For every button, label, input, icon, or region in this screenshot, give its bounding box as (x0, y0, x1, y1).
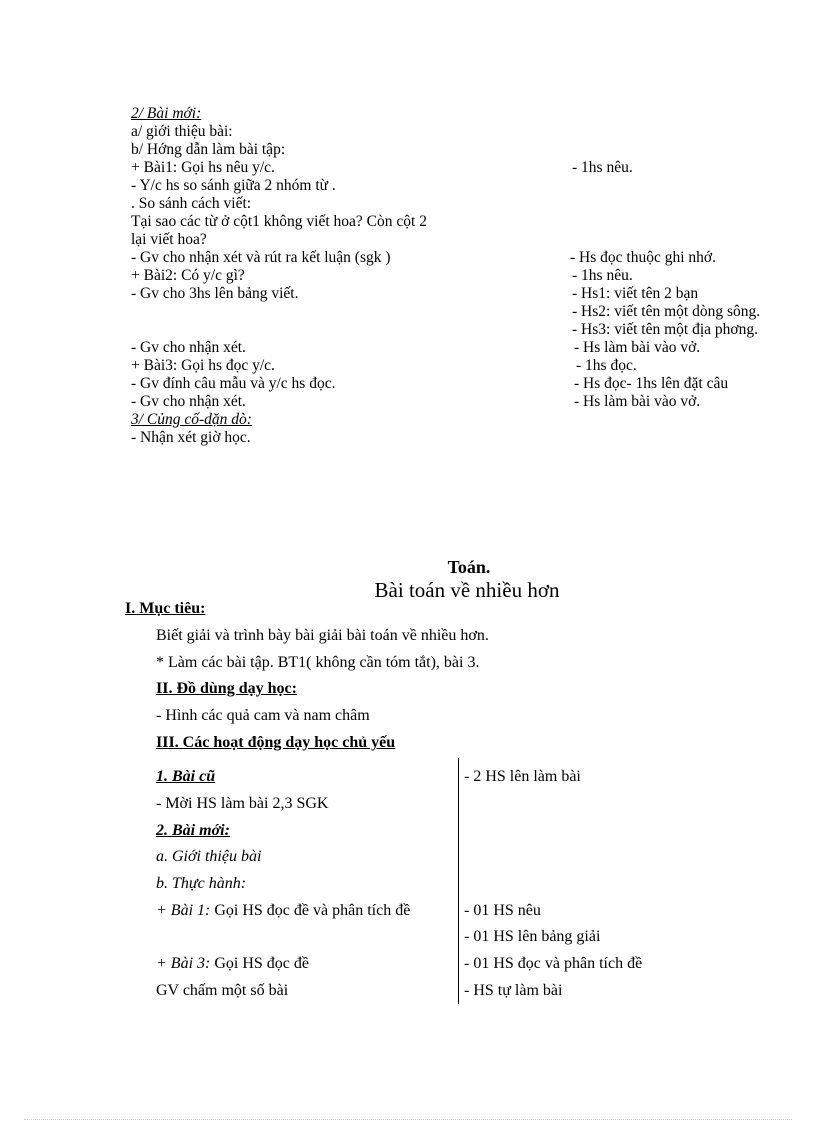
text-line: a. Giới thiệu bài (156, 848, 262, 865)
text-line: - 1hs nêu. (572, 159, 633, 176)
text-line: - 1hs nêu. (572, 267, 633, 284)
text-line: - Gv cho nhận xét. (131, 393, 246, 410)
activities-heading: III. Các hoạt động dạy học chủ yếu (156, 734, 396, 751)
lesson-title: Bài toán về nhiều hơn (374, 578, 560, 602)
exercise-3-line (156, 955, 309, 973)
text-line: - Nhận xét giờ học. (131, 429, 251, 446)
exercise-1-text: Gọi HS đọc đề và phân tích đề (210, 902, 411, 919)
exercise-1-label: + Bài 1: (156, 902, 211, 919)
text-line: - 01 HS nêu (464, 902, 541, 919)
heading-old-lesson: 1. Bài cũ (156, 768, 216, 785)
objectives-heading: I. Mục tiêu: (125, 600, 206, 617)
text-line: b. Thực hành: (156, 875, 247, 892)
exercise-1-line (156, 902, 410, 920)
text-line: a/ giới thiệu bài: (131, 123, 233, 140)
text-line: GV chấm một số bài (156, 982, 289, 999)
text-line: - Mời HS làm bài 2,3 SGK (156, 795, 329, 812)
text-line: lại viết hoa? (131, 231, 207, 248)
page-bottom-dotted-line (24, 1119, 792, 1120)
text-line: - Y/c hs so sánh giữa 2 nhóm từ . (131, 177, 336, 194)
text-line: - Hs làm bài vào vở. (574, 339, 701, 356)
exercise-3-text: Gọi HS đọc đề (210, 955, 309, 972)
equipment-heading: II. Đồ dùng dạy học: (156, 680, 297, 697)
text-line: - Gv cho nhận xét. (131, 339, 246, 356)
text-line: - Gv cho 3hs lên bảng viết. (131, 285, 299, 302)
text-line: - HS tự làm bài (464, 982, 563, 999)
text-line: - Hs1: viết tên 2 bạn (572, 285, 699, 302)
text-line: - Hs đọc- 1hs lên đặt câu (574, 375, 729, 392)
text-line: Tại sao các từ ở cột1 không viết hoa? Còn cột 2 (131, 213, 427, 230)
text-line: - Hs3: viết tên một địa phơng. (572, 321, 758, 338)
heading-new-lesson: 2/ Bài mới: (131, 105, 202, 122)
exercise-3-label: + Bài 3: (156, 955, 211, 972)
objective-line: * Làm các bài tập. BT1( không cần tóm tắt), bài 3. (156, 654, 480, 671)
text-line: - 01 HS lên bảng giải (464, 928, 601, 945)
text-line: - 1hs đọc. (576, 357, 637, 374)
column-divider (458, 758, 459, 1004)
text-line: . So sánh cách viết: (131, 195, 252, 212)
heading-new-lesson-2: 2. Bài mới: (156, 822, 230, 839)
heading-consolidation: 3/ Củng cố-dặn dò: (131, 411, 252, 428)
text-line: - 01 HS đọc và phân tích đề (464, 955, 643, 972)
text-line: - Gv cho nhận xét và rút ra kết luận (sgk ) (131, 249, 391, 266)
text-line: + Bài2: Có y/c gì? (131, 267, 245, 284)
text-line: b/ Hớng dẫn làm bài tập: (131, 141, 286, 158)
text-line: - Hs làm bài vào vở. (574, 393, 701, 410)
objective-line: Biết giải và trình bày bài giải bài toán về nhiều hơn. (156, 627, 489, 644)
text-line: + Bài1: Gọi hs nêu y/c. (131, 159, 275, 176)
subject-title: Toán. (447, 557, 491, 577)
text-line: + Bài3: Gọi hs đọc y/c. (131, 357, 275, 374)
text-line: - Gv đính câu mẫu và y/c hs đọc. (131, 375, 336, 392)
text-line: - Hs2: viết tên một dòng sông. (572, 303, 761, 320)
text-line: - Hs đọc thuộc ghi nhớ. (570, 249, 716, 266)
text-line: - 2 HS lên làm bài (464, 768, 581, 785)
equipment-line: - Hình các quả cam và nam châm (156, 707, 370, 724)
